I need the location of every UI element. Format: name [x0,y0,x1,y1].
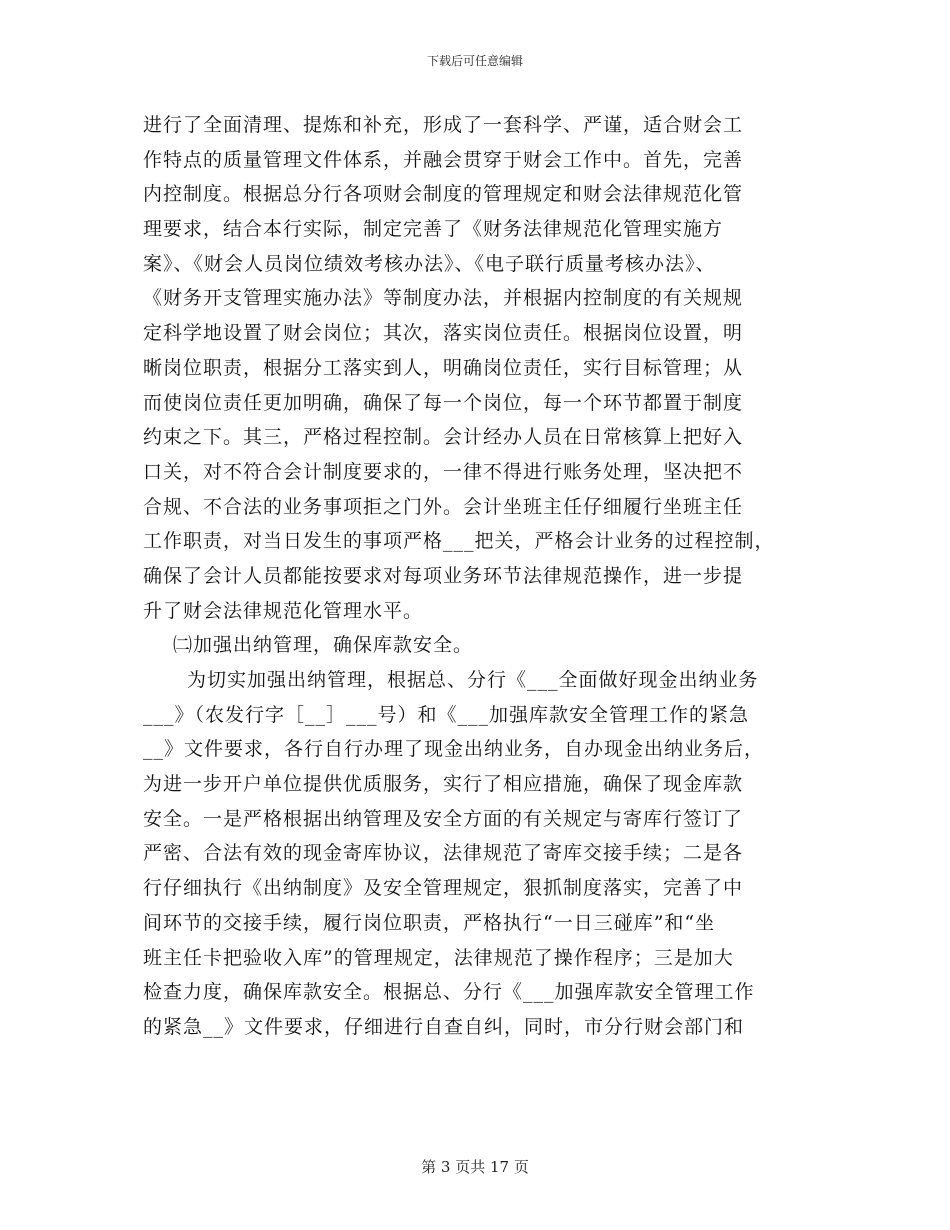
text-line: 合规、不合法的业务事项拒之门外。会计坐班主任仔细履行坐班主任 [143,495,744,518]
text-line: 班主任卡把验收入库”的管理规定，法律规范了操作程序；三是加大 [143,946,734,969]
text-line: 为切实加强出纳管理，根据总、分行《___全面做好现金出纳业务 [187,669,759,691]
text-line: 作特点的质量管理文件体系，并融会贯穿于财会工作中。首先，完善 [143,148,744,171]
text-line: 严密、合法有效的现金寄库协议，法律规范了寄库交接手续；二是各 [143,842,744,865]
text-line: __》文件要求，各行自行办理了现金出纳业务，自办现金出纳业务后， [143,738,765,761]
text-line: 进行了全面清理、提炼和补充，形成了一套科学、严谨，适合财会工 [143,114,744,136]
page-header: 下载后可任意编辑 [426,54,523,68]
text-line: 确保了会计人员都能按要求对每项业务环节法律规范操作，进一步提 [143,564,744,587]
text-line: 《财务开支管理实施办法》等制度办法，并根据内控制度的有关规规 [143,287,744,310]
text-line: 行仔细执行《出纳制度》及安全管理规定，狠抓制度落实，完善了中 [143,877,744,900]
body-text [143,108,823,1045]
text-line: ___》（农发行字［__］___号）和《___加强库款安全管理工作的紧急 [143,703,750,726]
text-line: 的紧急__》文件要求，仔细进行自查自纠，同时，市分行财会部门和 [143,1015,745,1038]
text-line: 为进一步开户单位提供优质服务，实行了相应措施，确保了现金库款 [143,773,744,796]
section-heading: ㈡加强出纳管理，确保库款安全。 [173,634,474,657]
text-line: 口关，对不符合会计制度要求的，一律不得进行账务处理，坚决把不 [143,460,744,483]
text-line: 工作职责，对当日发生的事项严格___把关，严格会计业务的过程控制， [143,530,775,553]
text-line: 升了财会法律规范化管理水平。 [143,599,424,622]
text-line: 晰岗位职责，根据分工落实到人，明确岗位责任，实行目标管理；从 [143,356,744,379]
text-line: 定科学地设置了财会岗位；其次，落实岗位责任。根据岗位设置，明 [143,322,744,345]
text-line: 安全。一是严格根据出纳管理及安全方面的有关规定与寄库行签订了 [143,807,744,830]
page-footer: 第 3 页共 17 页 [421,1158,529,1176]
text-line: 内控制度。根据总分行各项财会制度的管理规定和财会法律规范化管 [143,183,744,206]
text-line: 案》、《财会人员岗位绩效考核办法》、《电子联行质量考核办法》、 [143,252,716,275]
text-line: 而使岗位责任更加明确，确保了每一个岗位，每一个环节都置于制度 [143,391,744,414]
text-line: 约束之下。其三，严格过程控制。会计经办人员在日常核算上把好入 [143,426,744,449]
text-line: 间环节的交接手续，履行岗位职责，严格执行“一日三碰库”和“坐 [143,911,716,934]
text-line: 检查力度，确保库款安全。根据总、分行《___加强库款安全管理工作 [143,981,755,1004]
text-line: 理要求，结合本行实际，制定完善了《财务法律规范化管理实施方 [143,218,724,241]
